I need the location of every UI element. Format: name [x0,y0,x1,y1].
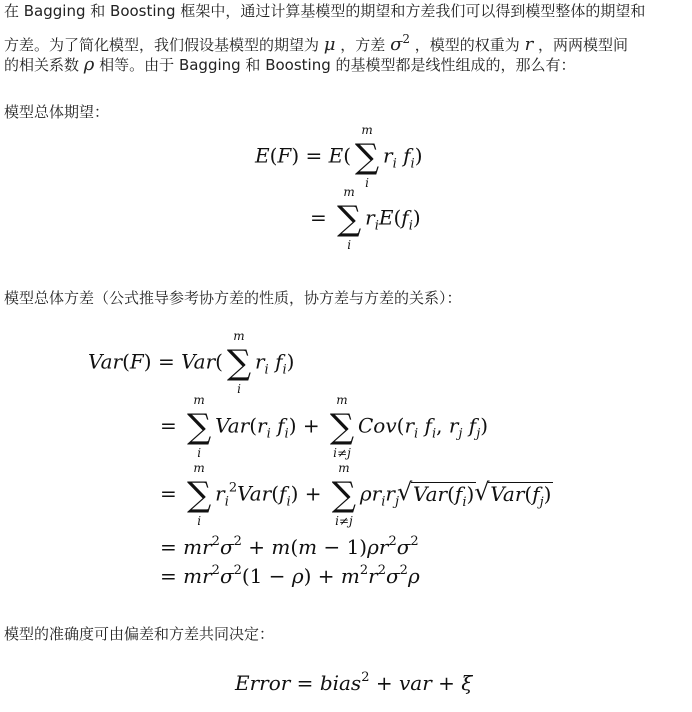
mu-symbol: μ [323,34,336,55]
square-root: √ $Var(f_i)$ [399,482,476,514]
expectation-equation-line-1: E(F) = E( m ∑ i $r_i$ $f_i$) [255,123,423,190]
variance-equation-line-1: Var(F) = Var( m ∑ i $r_i$ $f_i$) [88,329,295,396]
intro-text: ，模型的权重为 [414,36,520,54]
intro-text: 相等。由于 Bagging 和 Boosting 的基模型都是线性组成的，那么有： [99,56,576,74]
intro-text: 方差。为了简化模型，我们假设基模型的期望为 [4,36,320,54]
r-symbol: r [524,34,534,55]
intro-text: ，方差 [340,36,386,54]
expectation-heading: 模型总体期望： [4,103,110,121]
variance-equation-line-5: = $mr^2\sigma^2(1 - \rho) + m^2r^2\sigma^2\rho$ [160,563,420,588]
summation-operator: m ∑ i [186,393,212,460]
variance-equation-line-4: = $mr^2\sigma^2 + m(m - 1)\rho r^2\sigma^2$ [160,534,419,559]
intro-text: 的相关系数 [4,56,80,74]
error-heading: 模型的准确度可由偏差和方差共同决定： [4,625,275,643]
square-root: √ $Var(f_j)$ [476,482,553,514]
variance-equation-line-3: = m ∑ i $r_i^2Var(f_i)$ + m ∑ i≠j $\rho r_ir_j√$ $Var(f_i)√$ $Var(f_j)$ [160,478,553,514]
summation-operator: m ∑ i [226,329,252,396]
summation-operator: m ∑ i≠j [329,393,355,460]
summation-operator: m ∑ i [354,123,380,190]
expectation-equation-line-2: = m ∑ i $r_iE(f_i)$ [310,185,421,252]
error-equation: Error = bias$^2$ + var + ξ [235,670,473,695]
intro-line-1: 在 Bagging 和 Boosting 框架中，通过计算基模型的期望和方差我们可以得到模型整体的期望和 [4,2,646,20]
variance-equation-line-2: = m ∑ i $Var(r_i$ $f_i$) + m ∑ i≠j $Cov(r_i$ $f_i$, $r_j$ $f_j$) [160,393,489,460]
exponent: 2 [402,32,411,46]
intro-line-3 [4,53,688,77]
summation-operator: m ∑ i [186,461,212,528]
rho-symbol: ρ [83,54,95,75]
sigma-squared-symbol [390,34,410,55]
summation-operator: m ∑ i≠j [331,461,357,528]
sigma: σ [390,34,403,55]
intro-text: ，两两模型间 [537,36,628,54]
variance-heading: 模型总体方差（公式推导参考协方差的性质，协方差与方差的关系）： [4,289,462,307]
summation-operator: m ∑ i [336,185,362,252]
